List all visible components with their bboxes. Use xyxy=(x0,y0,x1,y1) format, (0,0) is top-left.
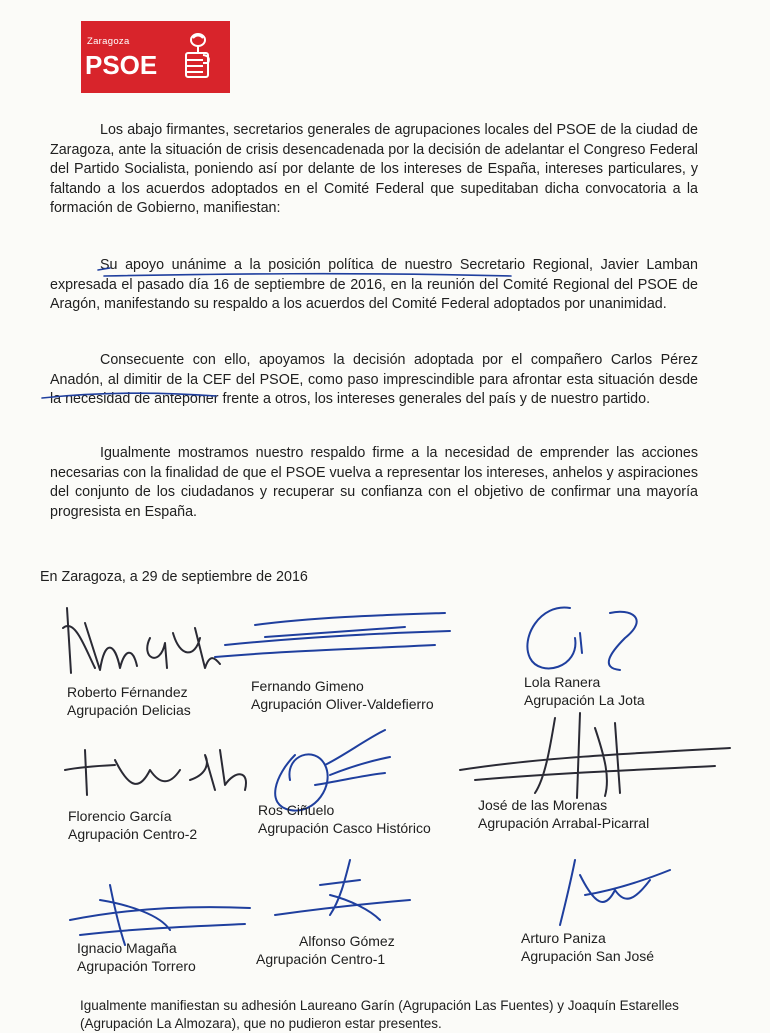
signer-block xyxy=(258,801,431,837)
footer-note: Igualmente manifiestan su adhesión Laureano Garín (Agrupación Las Fuentes) y Joaquín Estarelles (Agrupación La Almozara), que no pudieron estar presentes. xyxy=(80,998,679,1031)
signer-name: José de las Morenas xyxy=(478,797,608,813)
psoe-logo xyxy=(81,21,230,93)
signer-block xyxy=(251,677,434,713)
support-paragraph: Su apoyo unánime a la posición política de nuestro Secretario Regional, Javier Lamban expresada el pasado día 16 de septiembre de 2016, en la reunión del Comité Regional del PSOE de Aragón, manifestando su respaldo a los acuerdos del Comité Federal adoptados por unanimidad. xyxy=(50,257,698,312)
signer-group: Agrupación Centro-2 xyxy=(68,826,198,842)
signer-block xyxy=(478,796,649,832)
signer-group: Agrupación Torrero xyxy=(77,958,196,974)
signer-block xyxy=(256,932,395,968)
signer-block xyxy=(524,673,645,709)
signer-block xyxy=(521,929,654,965)
signer-group: Agrupación Casco Histórico xyxy=(258,820,431,836)
signer-group: Agrupación Centro-1 xyxy=(256,951,386,967)
signature-florencio-garcia xyxy=(55,740,255,800)
commitment-paragraph: Igualmente mostramos nuestro respaldo firme a la necesidad de emprender las acciones necesarias con la finalidad de que el PSOE vuelva a representar los intereses, anhelos y aspiraciones del conjunto de los ciudadanos y recuperar su confianza con el objetivo de confirmar una mayoría progresista en España. xyxy=(50,445,698,520)
signer-group: Agrupación Delicias xyxy=(67,702,191,718)
logo-city: Zaragoza xyxy=(87,36,130,47)
rose-fist-icon xyxy=(181,29,215,81)
signer-name: Roberto Férnandez xyxy=(67,684,188,700)
signer-name: Arturo Paniza xyxy=(521,930,606,946)
signer-group: Agrupación La Jota xyxy=(524,692,645,708)
signer-name: Alfonso Gómez xyxy=(299,933,395,949)
signature-arturo-paniza xyxy=(515,855,675,935)
logo-name: PSOE xyxy=(85,50,158,80)
signature-lola-ranera xyxy=(510,598,670,678)
date-line: En Zaragoza, a 29 de septiembre de 2016 xyxy=(40,569,308,585)
signer-name: Ros Ciñuelo xyxy=(258,802,335,818)
signer-group: Agrupación Arrabal-Picarral xyxy=(478,815,650,831)
signature-alfonso-gomez xyxy=(270,855,420,935)
signature-fernando-gimeno xyxy=(205,605,455,665)
signer-group: Agrupación Oliver-Valdefierro xyxy=(251,696,434,712)
signer-name: Lola Ranera xyxy=(524,674,601,690)
signer-group: Agrupación San José xyxy=(521,948,655,964)
signature-jose-de-las-morenas xyxy=(455,708,735,803)
signer-block xyxy=(68,807,197,843)
signer-name: Ignacio Magaña xyxy=(77,940,177,956)
signer-block xyxy=(77,939,196,975)
consequence-paragraph: Consecuente con ello, apoyamos la decisión adoptada por el compañero Carlos Pérez Anadón, al dimitir de la CEF del PSOE, como paso imprescindible para afrontar esta situación desde la necesidad de anteponer frente a otros, los intereses generales del país y de nuestro partido. xyxy=(50,352,698,407)
intro-paragraph: Los abajo firmantes, secretarios generales de agrupaciones locales del PSOE de la ciudad de Zaragoza, ante la situación de crisis desencadenada por la decisión de adelantar el Congreso Federal del Partido Socialista, poniendo así por delante de los intereses de España, intereses particulares, y faltando a los acuerdos adoptados en el Comité Federal que supeditaban dicha convocatoria a la formación de Gobierno, manifiestan: xyxy=(50,122,698,216)
signer-name: Florencio García xyxy=(68,808,172,824)
signature-roberto-fernandez xyxy=(55,598,225,688)
signer-name: Fernando Gimeno xyxy=(251,678,364,694)
signer-block xyxy=(67,683,191,719)
